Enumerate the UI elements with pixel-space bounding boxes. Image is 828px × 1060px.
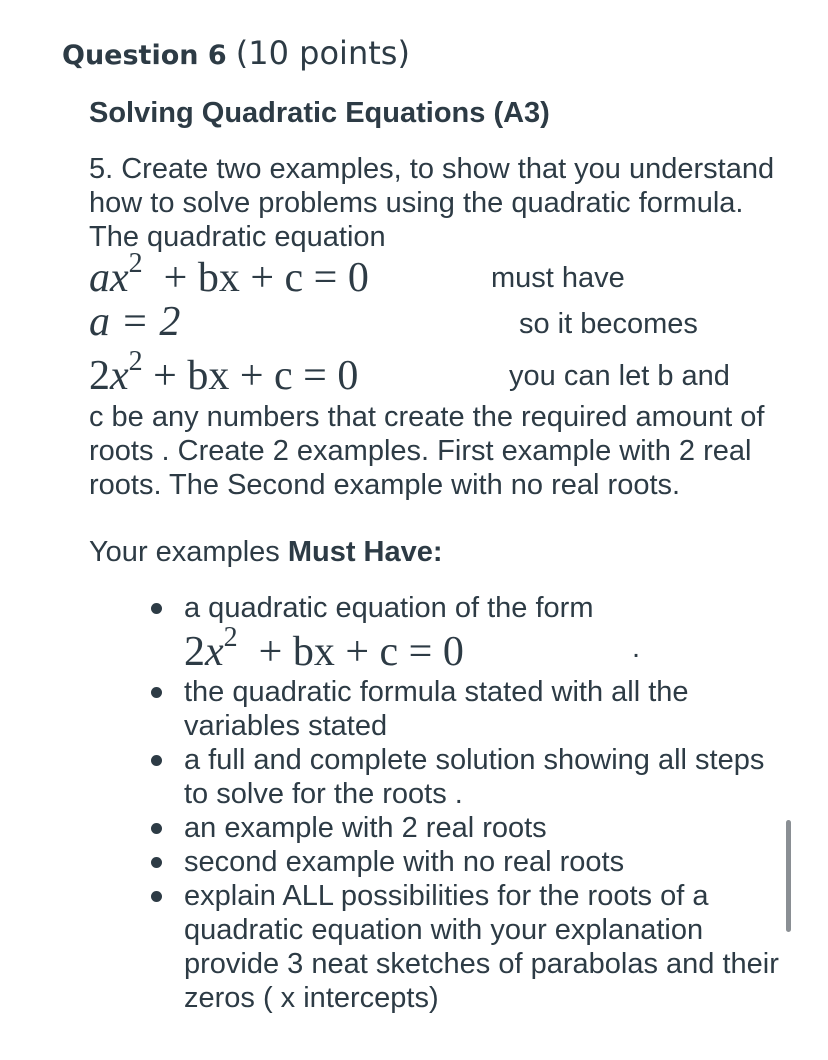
bullet-icon (151, 823, 162, 834)
list-item: a full and complete solution showing all steps to solve for the roots . (147, 743, 787, 811)
so-it-becomes-text: so it becomes (519, 307, 698, 340)
bullet-icon (151, 603, 162, 614)
general-quadratic-equation: $ax^2$ + bx + c = 0 (89, 247, 369, 301)
bullet-icon (151, 687, 162, 698)
bullet-icon (151, 857, 162, 868)
bullet-icon (151, 891, 162, 902)
list-item: explain ALL possibilities for the roots of a quadratic equation with your explanation provide 3 neat sketches of parabolas and their zeros ( x intercepts) (147, 879, 787, 1015)
must-have-text: must have (491, 261, 625, 294)
must-have-heading: Your examples Must Have: (89, 535, 443, 568)
list-item: the quadratic formula stated with all the variables stated (147, 675, 787, 743)
equation-row-1 (89, 247, 779, 306)
bullet-icon (151, 755, 162, 766)
a-equals-two: a = 2 (89, 298, 181, 345)
form-equation: $2x^2$ + bx + c = 0 . (184, 621, 641, 675)
specific-quadratic-equation: $2x^2$ + bx + c = 0 (89, 345, 359, 399)
let-b-text: you can let b and (509, 359, 730, 392)
question-header (62, 34, 410, 72)
equation-row-2 (89, 298, 779, 354)
list-item: an example with 2 real roots (147, 811, 787, 845)
question-label: Question 6 (62, 40, 227, 71)
requirements-list (147, 591, 787, 1015)
equation-row-3 (89, 345, 779, 400)
continuation-paragraph: c be any numbers that create the required amount of roots . Create 2 examples. First example with 2 real roots. The Second example with no real roots. (89, 400, 765, 501)
question-points: (10 points) (235, 34, 410, 72)
section-title: Solving Quadratic Equations (A3) (89, 97, 550, 129)
scrollbar[interactable] (786, 820, 791, 932)
must-have-bold: Must Have: (287, 535, 443, 568)
intro-paragraph: 5. Create two examples, to show that you understand how to solve problems using the quadratic formula. The quadratic equation (89, 152, 775, 253)
question-body (89, 96, 779, 1015)
list-item: second example with no real roots (147, 845, 787, 879)
list-item: a quadratic equation of the form $2x^2$ + bx + c = 0 . (147, 591, 787, 675)
